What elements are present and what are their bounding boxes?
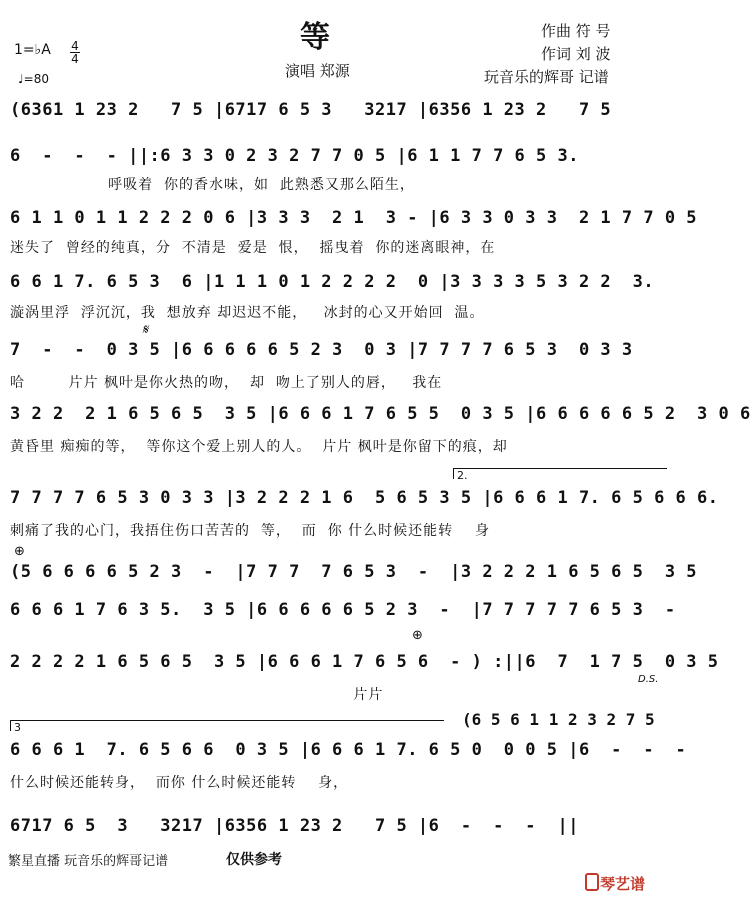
time-top: 4 [71, 39, 79, 53]
segno-mark: 𝄋 [142, 322, 149, 338]
lyric-row-2: 呼吸着 你的香水味，如 此熟悉又那么陌生， [10, 177, 415, 193]
key-signature: 1=♭A [14, 42, 51, 58]
notes-row-12: 6717 6 5 3 3217 |6356 1 23 2 7 5 |6 - - - || [10, 816, 579, 836]
score-row-6 [10, 404, 751, 434]
composer-credit: 作曲 符 号 [541, 22, 611, 40]
lyric-row-7: 刺痛了我的心门，我捂住伤口苦苦的 等， 而 你 什么时候还能转 身 [10, 523, 490, 539]
score-row-9 [10, 600, 676, 630]
notes-row-7: 7 7 7 7 6 5 3 0 3 3 |3 2 2 2 1 6 5 6 5 3 5 |6 6 6 1 7. 6 5 6 6 6. [10, 488, 719, 508]
score-row-8 [10, 562, 698, 592]
lyricist-credit: 作词 刘 波 [541, 45, 611, 63]
notes-row-11: 6 6 6 1 7. 6 5 6 6 0 3 5 |6 6 6 1 7. 6 5 0 0 0 5 |6 - - - [10, 740, 687, 760]
coda-mark-2: ⊕ [412, 628, 423, 643]
qinyipu-logo-icon [585, 873, 599, 891]
lyric-row-3: 迷失了 曾经的纯真，分 不清是 爱是 恨， 摇曳着 你的迷离眼神，在 [10, 240, 496, 256]
score-row-3 [10, 208, 698, 238]
volta-3: 3 [10, 720, 444, 731]
lyric-row-6: 黄昏里 痴痴的等， 等你这个爱上别人的人。 片片 枫叶是你留下的痕，却 [10, 439, 508, 455]
tempo-marking: ♩=80 [18, 72, 49, 86]
score-row-10 [10, 652, 719, 682]
lyric-row-11: 什么时候还能转身， 而你 什么时候还能转 身， [10, 775, 349, 791]
score-row-12 [10, 816, 660, 846]
score-row-2 [10, 146, 660, 176]
score-row-7 [10, 488, 719, 518]
footer-credit: 繁星直播 玩音乐的辉哥记谱 [8, 854, 169, 869]
lyric-row-10: 片片 [10, 687, 384, 703]
score-row-4 [10, 272, 660, 302]
lyric-row-5: 哈 片片 枫叶是你火热的吻， 却 吻上了别人的唇， 我在 [10, 375, 443, 391]
intro-bracket: (6 5 6 1 1 2 3 2 7 5 [462, 710, 655, 729]
notes-row-2: 6 - - - ||:6 3 3 0 2 3 2 7 7 0 5 |6 1 1 7 7 6 5 3. [10, 146, 579, 166]
ds-mark: D.S. [638, 674, 659, 685]
notes-row-10: 2 2 2 2 1 6 5 6 5 3 5 |6 6 6 1 7 6 5 6 - ) :||6 7 1 7 5 0 3 5 [10, 652, 719, 672]
transcriber-credit: 玩音乐的辉哥 记谱 [484, 68, 609, 86]
score-row-5 [10, 340, 660, 370]
time-bottom: 4 [71, 52, 79, 66]
singer-credit: 演唱 郑源 [285, 62, 350, 80]
score-row-11 [10, 740, 687, 770]
coda-mark-1: ⊕ [14, 544, 25, 559]
notes-row-6: 3 2 2 2 1 6 5 6 5 3 5 |6 6 6 1 7 6 5 5 0 3 5 |6 6 6 6 6 5 2 3 0 6 [10, 404, 751, 424]
time-signature [70, 40, 80, 65]
notes-row-4: 6 6 1 7. 6 5 3 6 |1 1 1 0 1 2 2 2 2 0 |3 3 3 3 5 3 2 2 3. [10, 272, 655, 292]
lyric-row-4: 漩涡里浮 浮沉沉，我 想放弃 却迟迟不能， 冰封的心又开始回 温。 [10, 305, 485, 321]
score-row-1 [10, 100, 660, 130]
qinyipu-logo: 琴艺谱 [600, 875, 646, 893]
notes-row-1: (6361 1 23 2 7 5 |6717 6 5 3 3217 |6356 1 23 2 7 5 [10, 100, 612, 120]
notes-row-8: (5 6 6 6 6 5 2 3 - |7 7 7 7 6 5 3 - |3 2 2 2 1 6 5 6 5 3 5 [10, 562, 698, 582]
notes-row-5: 7 - - 0 3 5 |6 6 6 6 6 5 2 3 0 3 |7 7 7 7 6 5 3 0 3 3 [10, 340, 633, 360]
volta-2: 2. [453, 468, 667, 479]
song-title: 等 [300, 20, 330, 55]
reference-note: 仅供参考 [226, 852, 282, 868]
notes-row-3: 6 1 1 0 1 1 2 2 2 0 6 |3 3 3 2 1 3 - |6 3 3 0 3 3 2 1 7 7 0 5 [10, 208, 698, 228]
notes-row-9: 6 6 6 1 7 6 3 5. 3 5 |6 6 6 6 6 5 2 3 - |7 7 7 7 7 6 5 3 - [10, 600, 676, 620]
